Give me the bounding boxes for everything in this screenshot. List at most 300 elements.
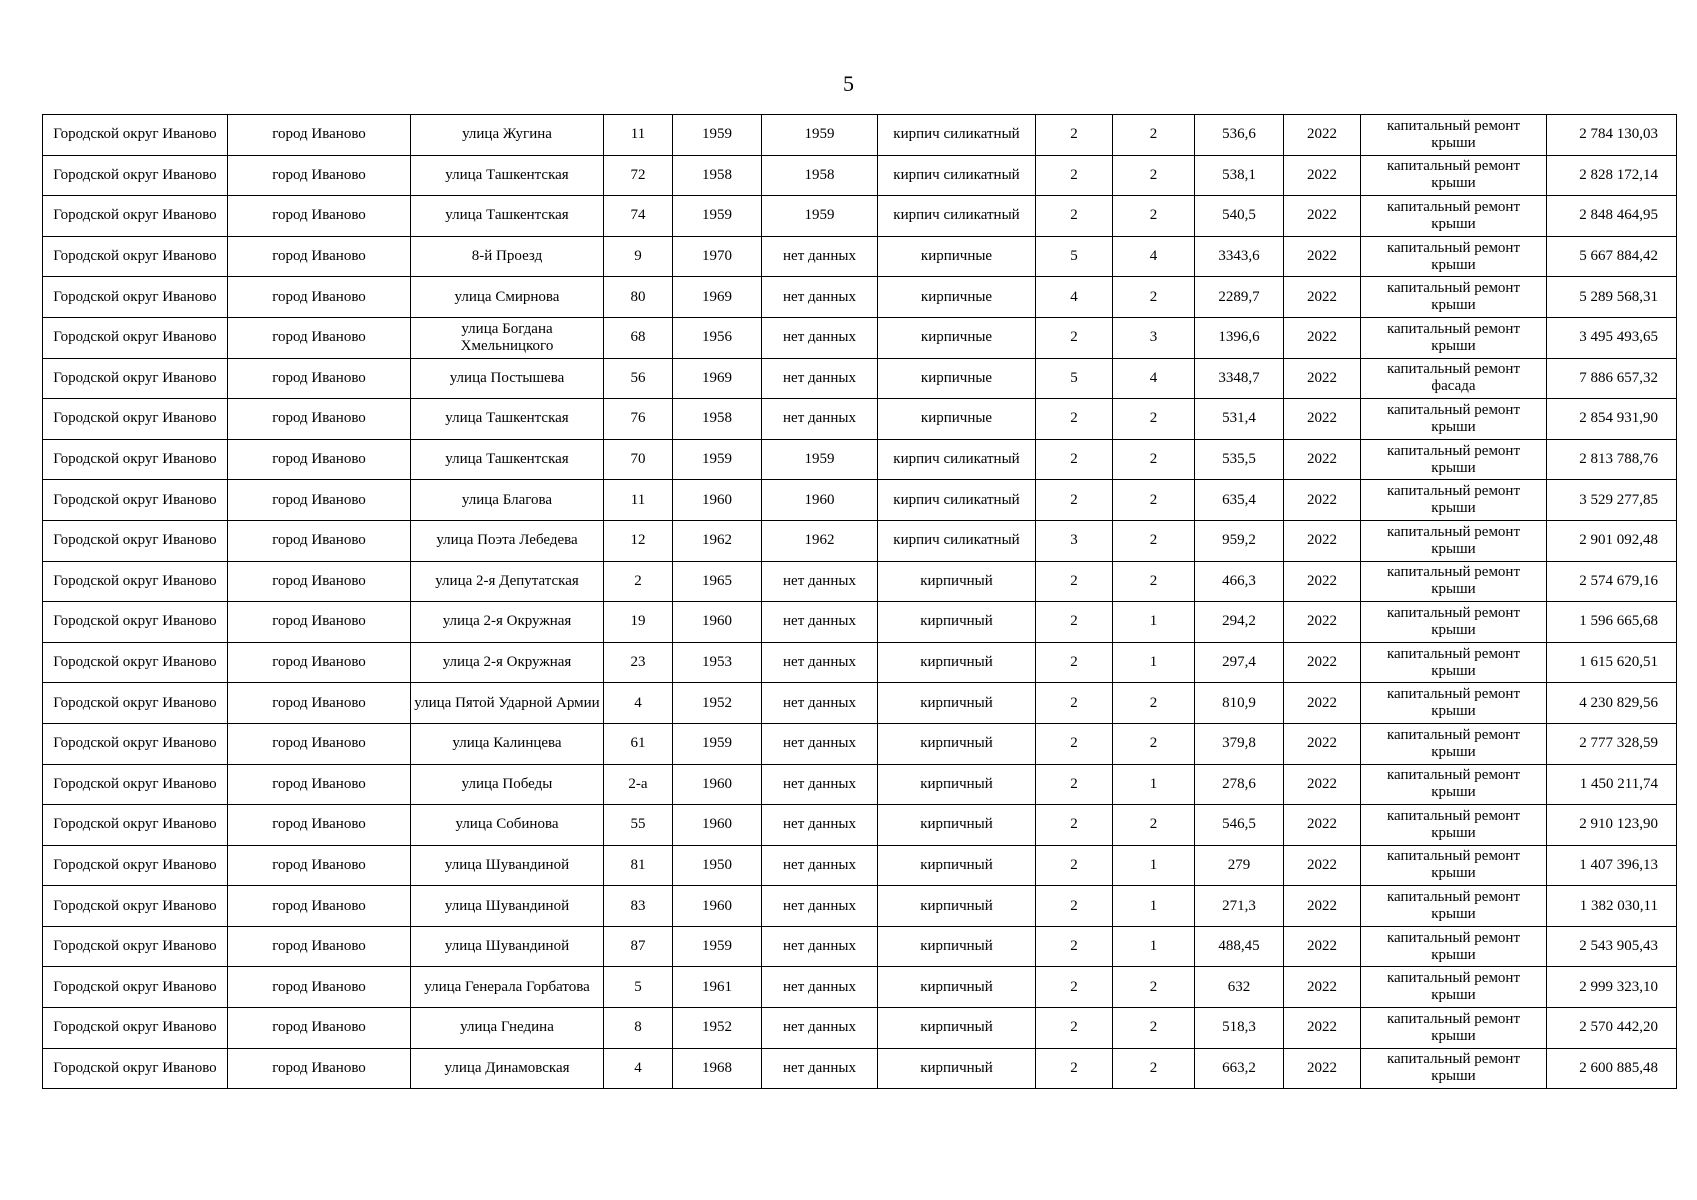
- cell-area: 271,3: [1195, 886, 1284, 927]
- cell-cost: 5 667 884,42: [1547, 236, 1677, 277]
- table-row: [43, 399, 1677, 440]
- cell-house-number: 11: [604, 480, 673, 521]
- table-row: [43, 115, 1677, 156]
- cell-wall-material: кирпичный: [878, 642, 1036, 683]
- cell-floors: 3: [1036, 520, 1113, 561]
- cell-build-year: 1950: [673, 845, 762, 886]
- cell-settlement: город Иваново: [228, 967, 411, 1008]
- cell-floors: 2: [1036, 926, 1113, 967]
- cell-commission-year: нет данных: [762, 602, 878, 643]
- cell-floors: 2: [1036, 399, 1113, 440]
- cell-commission-year: нет данных: [762, 1008, 878, 1049]
- cell-area: 1396,6: [1195, 317, 1284, 358]
- cell-entrances: 2: [1113, 439, 1195, 480]
- cell-cost: 1 596 665,68: [1547, 602, 1677, 643]
- cell-entrances: 1: [1113, 886, 1195, 927]
- housing-registry-table: [42, 114, 1677, 1089]
- cell-house-number: 56: [604, 358, 673, 399]
- cell-build-year: 1959: [673, 926, 762, 967]
- cell-entrances: 2: [1113, 155, 1195, 196]
- cell-settlement: город Иваново: [228, 926, 411, 967]
- cell-municipality: Городской округ Иваново: [43, 764, 228, 805]
- cell-wall-material: кирпичные: [878, 399, 1036, 440]
- cell-settlement: город Иваново: [228, 520, 411, 561]
- cell-commission-year: нет данных: [762, 358, 878, 399]
- cell-area: 279: [1195, 845, 1284, 886]
- cell-work-type: капитальный ремонт крыши: [1361, 1048, 1547, 1089]
- cell-house-number: 8: [604, 1008, 673, 1049]
- cell-house-number: 81: [604, 845, 673, 886]
- cell-build-year: 1960: [673, 480, 762, 521]
- cell-commission-year: нет данных: [762, 683, 878, 724]
- cell-floors: 4: [1036, 277, 1113, 318]
- cell-municipality: Городской округ Иваново: [43, 439, 228, 480]
- cell-commission-year: нет данных: [762, 236, 878, 277]
- cell-street: улица Смирнова: [411, 277, 604, 318]
- cell-plan-year: 2022: [1284, 196, 1361, 237]
- cell-plan-year: 2022: [1284, 805, 1361, 846]
- cell-commission-year: 1962: [762, 520, 878, 561]
- cell-wall-material: кирпичный: [878, 683, 1036, 724]
- cell-settlement: город Иваново: [228, 1048, 411, 1089]
- table-row: [43, 602, 1677, 643]
- cell-entrances: 1: [1113, 764, 1195, 805]
- cell-settlement: город Иваново: [228, 236, 411, 277]
- cell-plan-year: 2022: [1284, 561, 1361, 602]
- cell-street: улица Генерала Горбатова: [411, 967, 604, 1008]
- cell-work-type: капитальный ремонт фасада: [1361, 358, 1547, 399]
- cell-street: улица Ташкентская: [411, 399, 604, 440]
- cell-floors: 2: [1036, 764, 1113, 805]
- table-row: [43, 926, 1677, 967]
- cell-floors: 2: [1036, 1008, 1113, 1049]
- cell-build-year: 1960: [673, 602, 762, 643]
- table-row: [43, 845, 1677, 886]
- cell-floors: 2: [1036, 155, 1113, 196]
- cell-entrances: 2: [1113, 115, 1195, 156]
- cell-build-year: 1952: [673, 1008, 762, 1049]
- cell-cost: 1 615 620,51: [1547, 642, 1677, 683]
- cell-plan-year: 2022: [1284, 439, 1361, 480]
- cell-area: 546,5: [1195, 805, 1284, 846]
- cell-floors: 2: [1036, 683, 1113, 724]
- cell-cost: 2 543 905,43: [1547, 926, 1677, 967]
- cell-plan-year: 2022: [1284, 845, 1361, 886]
- cell-plan-year: 2022: [1284, 520, 1361, 561]
- cell-plan-year: 2022: [1284, 1048, 1361, 1089]
- cell-street: улица Шувандиной: [411, 886, 604, 927]
- cell-wall-material: кирпичный: [878, 967, 1036, 1008]
- cell-work-type: капитальный ремонт крыши: [1361, 480, 1547, 521]
- cell-wall-material: кирпичный: [878, 764, 1036, 805]
- cell-commission-year: нет данных: [762, 805, 878, 846]
- cell-settlement: город Иваново: [228, 399, 411, 440]
- cell-settlement: город Иваново: [228, 764, 411, 805]
- cell-floors: 2: [1036, 1048, 1113, 1089]
- cell-house-number: 9: [604, 236, 673, 277]
- cell-settlement: город Иваново: [228, 115, 411, 156]
- table-row: [43, 277, 1677, 318]
- cell-wall-material: кирпичный: [878, 886, 1036, 927]
- table-row: [43, 723, 1677, 764]
- cell-area: 379,8: [1195, 723, 1284, 764]
- cell-area: 531,4: [1195, 399, 1284, 440]
- cell-commission-year: 1959: [762, 196, 878, 237]
- cell-street: 8-й Проезд: [411, 236, 604, 277]
- cell-cost: 1 407 396,13: [1547, 845, 1677, 886]
- cell-house-number: 12: [604, 520, 673, 561]
- cell-entrances: 1: [1113, 642, 1195, 683]
- cell-work-type: капитальный ремонт крыши: [1361, 602, 1547, 643]
- cell-work-type: капитальный ремонт крыши: [1361, 399, 1547, 440]
- cell-settlement: город Иваново: [228, 358, 411, 399]
- cell-plan-year: 2022: [1284, 1008, 1361, 1049]
- cell-settlement: город Иваново: [228, 1008, 411, 1049]
- cell-cost: 2 848 464,95: [1547, 196, 1677, 237]
- table-row: [43, 561, 1677, 602]
- cell-area: 278,6: [1195, 764, 1284, 805]
- cell-build-year: 1953: [673, 642, 762, 683]
- cell-house-number: 83: [604, 886, 673, 927]
- cell-wall-material: кирпичный: [878, 561, 1036, 602]
- cell-work-type: капитальный ремонт крыши: [1361, 277, 1547, 318]
- cell-entrances: 1: [1113, 602, 1195, 643]
- cell-settlement: город Иваново: [228, 845, 411, 886]
- cell-floors: 2: [1036, 805, 1113, 846]
- cell-area: 518,3: [1195, 1008, 1284, 1049]
- cell-house-number: 4: [604, 1048, 673, 1089]
- cell-area: 663,2: [1195, 1048, 1284, 1089]
- cell-cost: 2 828 172,14: [1547, 155, 1677, 196]
- cell-area: 2289,7: [1195, 277, 1284, 318]
- cell-street: улица Собинова: [411, 805, 604, 846]
- cell-work-type: капитальный ремонт крыши: [1361, 236, 1547, 277]
- cell-floors: 2: [1036, 642, 1113, 683]
- cell-build-year: 1952: [673, 683, 762, 724]
- table-row: [43, 480, 1677, 521]
- cell-house-number: 72: [604, 155, 673, 196]
- cell-build-year: 1962: [673, 520, 762, 561]
- cell-build-year: 1956: [673, 317, 762, 358]
- cell-entrances: 2: [1113, 196, 1195, 237]
- cell-plan-year: 2022: [1284, 764, 1361, 805]
- cell-cost: 2 813 788,76: [1547, 439, 1677, 480]
- cell-commission-year: нет данных: [762, 886, 878, 927]
- cell-floors: 2: [1036, 480, 1113, 521]
- cell-cost: 3 495 493,65: [1547, 317, 1677, 358]
- cell-entrances: 2: [1113, 277, 1195, 318]
- cell-municipality: Городской округ Иваново: [43, 642, 228, 683]
- cell-build-year: 1959: [673, 115, 762, 156]
- cell-commission-year: нет данных: [762, 926, 878, 967]
- cell-municipality: Городской округ Иваново: [43, 845, 228, 886]
- cell-commission-year: нет данных: [762, 642, 878, 683]
- cell-house-number: 74: [604, 196, 673, 237]
- cell-street: улица Богдана Хмельницкого: [411, 317, 604, 358]
- cell-work-type: капитальный ремонт крыши: [1361, 723, 1547, 764]
- cell-street: улица Гнедина: [411, 1008, 604, 1049]
- cell-work-type: капитальный ремонт крыши: [1361, 1008, 1547, 1049]
- cell-floors: 2: [1036, 967, 1113, 1008]
- table-row: [43, 155, 1677, 196]
- cell-commission-year: нет данных: [762, 845, 878, 886]
- cell-house-number: 80: [604, 277, 673, 318]
- cell-house-number: 5: [604, 967, 673, 1008]
- cell-street: улица Шувандиной: [411, 845, 604, 886]
- cell-municipality: Городской округ Иваново: [43, 967, 228, 1008]
- cell-cost: 2 784 130,03: [1547, 115, 1677, 156]
- cell-floors: 2: [1036, 317, 1113, 358]
- cell-entrances: 2: [1113, 1008, 1195, 1049]
- cell-municipality: Городской округ Иваново: [43, 926, 228, 967]
- cell-plan-year: 2022: [1284, 683, 1361, 724]
- cell-wall-material: кирпич силикатный: [878, 480, 1036, 521]
- cell-area: 540,5: [1195, 196, 1284, 237]
- cell-work-type: капитальный ремонт крыши: [1361, 115, 1547, 156]
- cell-street: улица Победы: [411, 764, 604, 805]
- cell-work-type: капитальный ремонт крыши: [1361, 845, 1547, 886]
- cell-floors: 2: [1036, 196, 1113, 237]
- cell-commission-year: 1959: [762, 439, 878, 480]
- table-row: [43, 805, 1677, 846]
- cell-build-year: 1969: [673, 358, 762, 399]
- cell-floors: 2: [1036, 845, 1113, 886]
- cell-floors: 2: [1036, 886, 1113, 927]
- cell-cost: 2 910 123,90: [1547, 805, 1677, 846]
- cell-area: 959,2: [1195, 520, 1284, 561]
- cell-build-year: 1968: [673, 1048, 762, 1089]
- cell-entrances: 4: [1113, 358, 1195, 399]
- cell-work-type: капитальный ремонт крыши: [1361, 155, 1547, 196]
- cell-settlement: город Иваново: [228, 723, 411, 764]
- cell-plan-year: 2022: [1284, 480, 1361, 521]
- cell-work-type: капитальный ремонт крыши: [1361, 317, 1547, 358]
- table-row: [43, 967, 1677, 1008]
- cell-entrances: 1: [1113, 926, 1195, 967]
- cell-street: улица 2-я Окружная: [411, 642, 604, 683]
- cell-build-year: 1960: [673, 886, 762, 927]
- cell-plan-year: 2022: [1284, 886, 1361, 927]
- cell-plan-year: 2022: [1284, 926, 1361, 967]
- cell-municipality: Городской округ Иваново: [43, 277, 228, 318]
- cell-commission-year: 1958: [762, 155, 878, 196]
- cell-cost: 1 382 030,11: [1547, 886, 1677, 927]
- cell-settlement: город Иваново: [228, 683, 411, 724]
- cell-floors: 5: [1036, 236, 1113, 277]
- table-row: [43, 236, 1677, 277]
- cell-commission-year: нет данных: [762, 561, 878, 602]
- cell-plan-year: 2022: [1284, 358, 1361, 399]
- cell-street: улица 2-я Окружная: [411, 602, 604, 643]
- cell-area: 294,2: [1195, 602, 1284, 643]
- cell-house-number: 70: [604, 439, 673, 480]
- cell-municipality: Городской округ Иваново: [43, 358, 228, 399]
- table-row: [43, 520, 1677, 561]
- cell-street: улица Ташкентская: [411, 439, 604, 480]
- cell-cost: 2 570 442,20: [1547, 1008, 1677, 1049]
- cell-house-number: 61: [604, 723, 673, 764]
- table-body: [43, 115, 1677, 1089]
- cell-plan-year: 2022: [1284, 642, 1361, 683]
- cell-commission-year: нет данных: [762, 277, 878, 318]
- cell-commission-year: нет данных: [762, 317, 878, 358]
- cell-street: улица 2-я Депутатская: [411, 561, 604, 602]
- cell-municipality: Городской округ Иваново: [43, 602, 228, 643]
- cell-area: 466,3: [1195, 561, 1284, 602]
- cell-build-year: 1970: [673, 236, 762, 277]
- cell-street: улица Постышева: [411, 358, 604, 399]
- cell-cost: 2 600 885,48: [1547, 1048, 1677, 1089]
- cell-entrances: 2: [1113, 520, 1195, 561]
- page-number: 5: [843, 71, 854, 96]
- cell-plan-year: 2022: [1284, 317, 1361, 358]
- cell-work-type: капитальный ремонт крыши: [1361, 196, 1547, 237]
- cell-wall-material: кирпич силикатный: [878, 115, 1036, 156]
- cell-entrances: 2: [1113, 683, 1195, 724]
- cell-municipality: Городской округ Иваново: [43, 683, 228, 724]
- cell-entrances: 2: [1113, 967, 1195, 1008]
- cell-house-number: 68: [604, 317, 673, 358]
- cell-work-type: капитальный ремонт крыши: [1361, 439, 1547, 480]
- cell-settlement: город Иваново: [228, 317, 411, 358]
- cell-municipality: Городской округ Иваново: [43, 480, 228, 521]
- cell-build-year: 1965: [673, 561, 762, 602]
- cell-cost: 7 886 657,32: [1547, 358, 1677, 399]
- cell-build-year: 1960: [673, 764, 762, 805]
- cell-work-type: капитальный ремонт крыши: [1361, 886, 1547, 927]
- cell-work-type: капитальный ремонт крыши: [1361, 520, 1547, 561]
- cell-plan-year: 2022: [1284, 602, 1361, 643]
- table-row: [43, 317, 1677, 358]
- cell-house-number: 23: [604, 642, 673, 683]
- cell-area: 632: [1195, 967, 1284, 1008]
- cell-settlement: город Иваново: [228, 155, 411, 196]
- cell-settlement: город Иваново: [228, 439, 411, 480]
- cell-entrances: 2: [1113, 399, 1195, 440]
- cell-work-type: капитальный ремонт крыши: [1361, 764, 1547, 805]
- cell-commission-year: 1960: [762, 480, 878, 521]
- table-row: [43, 358, 1677, 399]
- cell-build-year: 1969: [673, 277, 762, 318]
- cell-wall-material: кирпич силикатный: [878, 155, 1036, 196]
- cell-work-type: капитальный ремонт крыши: [1361, 926, 1547, 967]
- cell-commission-year: нет данных: [762, 764, 878, 805]
- cell-build-year: 1958: [673, 155, 762, 196]
- cell-plan-year: 2022: [1284, 723, 1361, 764]
- cell-floors: 2: [1036, 115, 1113, 156]
- cell-work-type: капитальный ремонт крыши: [1361, 805, 1547, 846]
- cell-street: улица Пятой Ударной Армии: [411, 683, 604, 724]
- cell-area: 536,6: [1195, 115, 1284, 156]
- cell-wall-material: кирпичный: [878, 1008, 1036, 1049]
- cell-plan-year: 2022: [1284, 115, 1361, 156]
- cell-house-number: 2-а: [604, 764, 673, 805]
- cell-entrances: 2: [1113, 723, 1195, 764]
- cell-area: 810,9: [1195, 683, 1284, 724]
- cell-work-type: капитальный ремонт крыши: [1361, 642, 1547, 683]
- cell-settlement: город Иваново: [228, 480, 411, 521]
- cell-municipality: Городской округ Иваново: [43, 1048, 228, 1089]
- cell-municipality: Городской округ Иваново: [43, 886, 228, 927]
- table-row: [43, 886, 1677, 927]
- cell-area: 488,45: [1195, 926, 1284, 967]
- cell-house-number: 4: [604, 683, 673, 724]
- cell-house-number: 19: [604, 602, 673, 643]
- cell-wall-material: кирпичный: [878, 805, 1036, 846]
- cell-wall-material: кирпичный: [878, 602, 1036, 643]
- cell-settlement: город Иваново: [228, 602, 411, 643]
- cell-street: улица Ташкентская: [411, 196, 604, 237]
- cell-municipality: Городской округ Иваново: [43, 399, 228, 440]
- cell-municipality: Городской округ Иваново: [43, 196, 228, 237]
- cell-wall-material: кирпичные: [878, 317, 1036, 358]
- cell-plan-year: 2022: [1284, 236, 1361, 277]
- cell-wall-material: кирпичный: [878, 1048, 1036, 1089]
- table-row: [43, 196, 1677, 237]
- cell-house-number: 76: [604, 399, 673, 440]
- cell-floors: 2: [1036, 439, 1113, 480]
- cell-entrances: 2: [1113, 561, 1195, 602]
- cell-work-type: капитальный ремонт крыши: [1361, 683, 1547, 724]
- cell-floors: 2: [1036, 723, 1113, 764]
- cell-street: улица Жугина: [411, 115, 604, 156]
- cell-wall-material: кирпичные: [878, 236, 1036, 277]
- cell-municipality: Городской округ Иваново: [43, 561, 228, 602]
- cell-area: 535,5: [1195, 439, 1284, 480]
- cell-build-year: 1960: [673, 805, 762, 846]
- cell-settlement: город Иваново: [228, 642, 411, 683]
- cell-municipality: Городской округ Иваново: [43, 805, 228, 846]
- cell-cost: 1 450 211,74: [1547, 764, 1677, 805]
- cell-plan-year: 2022: [1284, 399, 1361, 440]
- cell-area: 3343,6: [1195, 236, 1284, 277]
- cell-build-year: 1959: [673, 196, 762, 237]
- cell-build-year: 1961: [673, 967, 762, 1008]
- cell-municipality: Городской округ Иваново: [43, 723, 228, 764]
- cell-build-year: 1959: [673, 723, 762, 764]
- cell-wall-material: кирпичные: [878, 277, 1036, 318]
- cell-entrances: 2: [1113, 480, 1195, 521]
- cell-area: 635,4: [1195, 480, 1284, 521]
- cell-street: улица Шувандиной: [411, 926, 604, 967]
- cell-municipality: Городской округ Иваново: [43, 520, 228, 561]
- table-row: [43, 764, 1677, 805]
- cell-cost: 2 999 323,10: [1547, 967, 1677, 1008]
- cell-house-number: 55: [604, 805, 673, 846]
- cell-municipality: Городской округ Иваново: [43, 155, 228, 196]
- table-row: [43, 439, 1677, 480]
- cell-work-type: капитальный ремонт крыши: [1361, 967, 1547, 1008]
- table-row: [43, 642, 1677, 683]
- cell-cost: 5 289 568,31: [1547, 277, 1677, 318]
- cell-street: улица Поэта Лебедева: [411, 520, 604, 561]
- table-row: [43, 683, 1677, 724]
- cell-settlement: город Иваново: [228, 886, 411, 927]
- cell-settlement: город Иваново: [228, 805, 411, 846]
- cell-wall-material: кирпичные: [878, 358, 1036, 399]
- cell-cost: 4 230 829,56: [1547, 683, 1677, 724]
- cell-municipality: Городской округ Иваново: [43, 1008, 228, 1049]
- cell-settlement: город Иваново: [228, 277, 411, 318]
- cell-area: 538,1: [1195, 155, 1284, 196]
- cell-house-number: 87: [604, 926, 673, 967]
- cell-cost: 2 901 092,48: [1547, 520, 1677, 561]
- cell-floors: 2: [1036, 561, 1113, 602]
- cell-entrances: 2: [1113, 805, 1195, 846]
- cell-wall-material: кирпичный: [878, 723, 1036, 764]
- cell-house-number: 11: [604, 115, 673, 156]
- cell-street: улица Ташкентская: [411, 155, 604, 196]
